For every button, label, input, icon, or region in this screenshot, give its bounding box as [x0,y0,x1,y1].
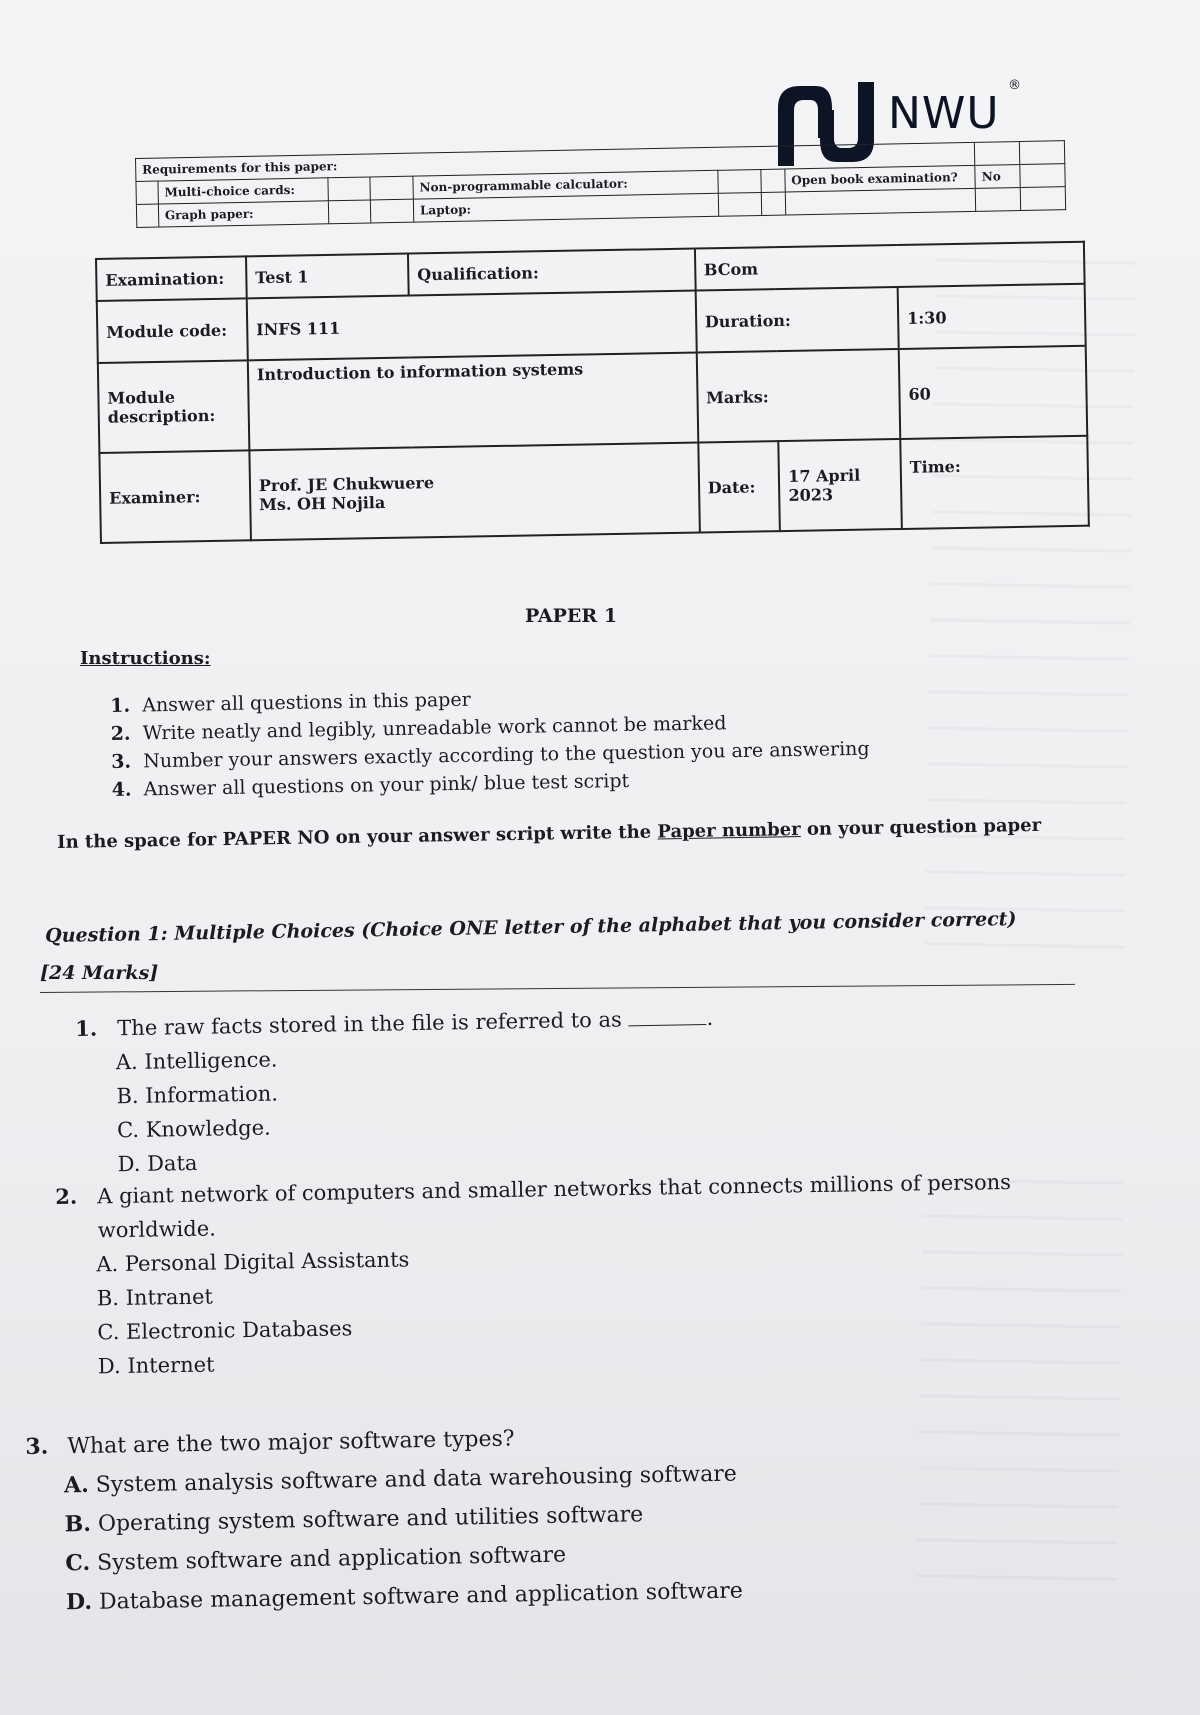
duration-label: Duration: [695,287,898,353]
option-a: A. System analysis software and data warehousing software [63,1461,738,1499]
marks-value: 60 [899,346,1088,439]
answer-blank [628,1006,706,1026]
question-stem: 1. The raw facts stored in the file is referred to as . [75,1005,714,1041]
logo-wordmark: NWU [888,88,1000,139]
instruction-item: 2. Write neatly and legibly, unreadable work cannot be marked [110,712,727,745]
instructions-list [110,679,870,804]
section-heading: Question 1: Multiple Choices (Choice ONE letter of the alphabet that you consider correct) [45,908,1017,947]
option-a: A. Intelligence. [115,1047,278,1075]
calculator-label: Non-programmable calculator: [413,170,719,199]
paper-number-emphasis: Paper number [657,819,801,843]
examiner-2: Ms. OH Nojila [259,492,386,515]
qualification-value: BCom [695,242,1085,291]
option-d: D. Data [117,1150,198,1177]
section-marks: [24 Marks] [40,962,159,984]
section-divider [40,984,1075,993]
requirements-title: Requirements for this paper: [136,142,976,181]
instructions-heading: Instructions: [80,648,211,669]
examiner-names [249,443,699,541]
instruction-item: 3. Number your answers exactly according to the question you are answering [111,737,870,773]
question-stem: 2. A giant network of computers and smaller networks that connects millions of persons [55,1169,1012,1209]
question-1 [75,1001,716,1182]
question-stem-continued: worldwide. [97,1216,217,1243]
option-b: B. Information. [116,1081,279,1109]
option-c: C. System software and application software [65,1542,567,1577]
option-c: C. Knowledge. [116,1115,271,1143]
instruction-item: 1. Answer all questions in this paper [110,688,471,717]
question-3 [25,1416,743,1623]
option-a: A. Personal Digital Assistants [96,1247,410,1277]
registered-mark: ® [1008,78,1021,93]
examiner-1: Prof. JE Chukwuere [258,473,435,496]
open-book-label: Open book examination? [785,165,976,192]
option-d: D. Internet [97,1352,215,1379]
instruction-item: 4. Answer all questions on your pink/ blue test script [111,769,630,801]
multi-choice-cards-label: Multi-choice cards: [158,178,328,204]
laptop-label: Laptop: [413,193,719,222]
qualification-label: Qualification: [408,249,695,296]
open-book-value: No [975,165,1020,189]
module-description-label: Module description: [98,360,249,453]
option-c: C. Electronic Databases [97,1316,353,1345]
examination-label: Examination: [96,256,247,301]
graph-paper-label: Graph paper: [158,201,328,227]
requirements-table [135,140,1066,228]
examiner-label: Examiner: [99,450,250,543]
date-label: Date: [698,441,780,532]
paper-number-note: In the space for PAPER NO on your answer script write the Paper number on your question paper [57,814,1042,853]
module-code-value: INFS 111 [247,291,697,361]
time-label: Time: [900,436,1089,529]
module-code-label: Module code: [97,298,248,363]
duration-value: 1:30 [898,284,1086,349]
date-value: 17 April 2023 [779,439,902,531]
question-stem: 3. What are the two major software types? [25,1426,515,1460]
option-b: B. Intranet [96,1284,214,1311]
module-description-value: Introduction to information systems [248,353,698,451]
examination-value: Test 1 [246,254,409,299]
marks-label: Marks: [696,349,900,443]
option-d: D. Database management software and application software [65,1578,744,1616]
question-2 [55,1165,1014,1384]
option-b: B. Operating system software and utilities software [64,1502,644,1538]
paper-title: PAPER 1 [525,605,618,627]
exam-info-table [95,241,1090,544]
